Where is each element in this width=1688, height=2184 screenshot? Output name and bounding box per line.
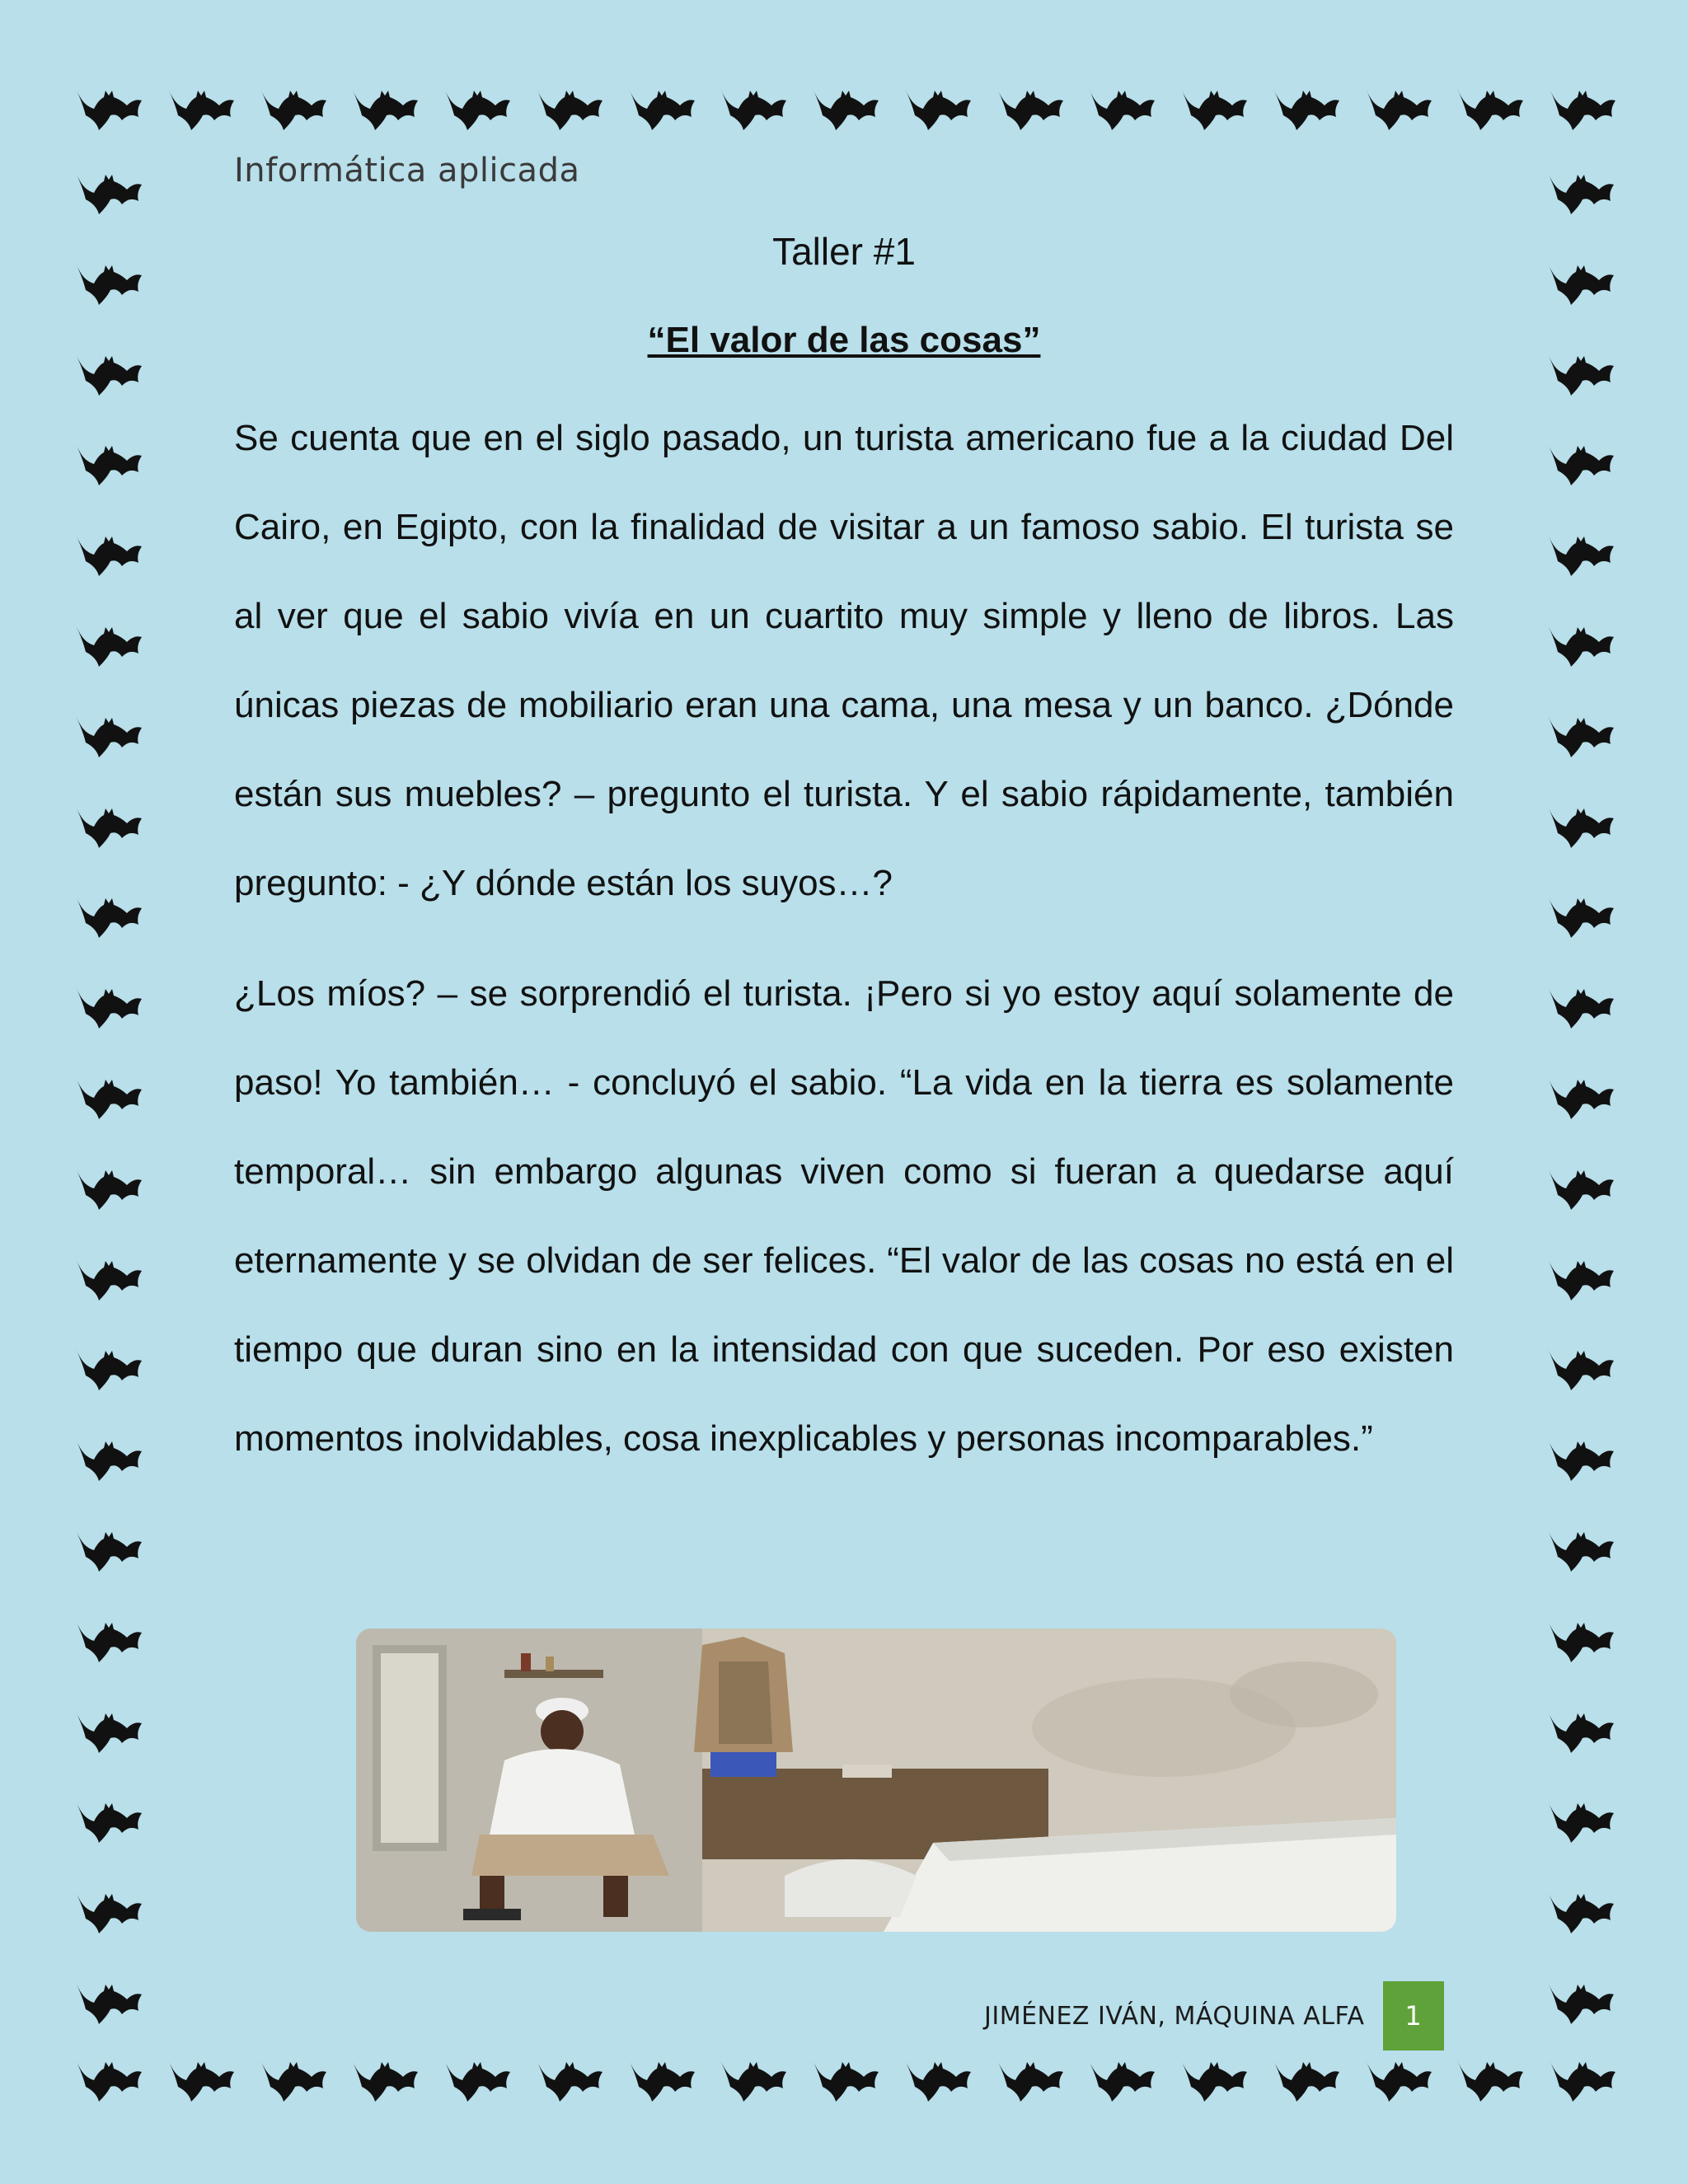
bat-icon xyxy=(622,81,698,134)
bat-icon xyxy=(69,799,145,851)
story-title: “El valor de las cosas” xyxy=(647,320,1041,360)
course-header: Informática aplicada xyxy=(234,152,580,190)
bat-icon xyxy=(1175,2052,1250,2105)
bat-icon xyxy=(69,708,145,761)
page-footer xyxy=(984,1981,1444,2050)
bat-icon xyxy=(1541,1613,1617,1666)
bat-icon xyxy=(69,165,145,218)
bat-icon xyxy=(898,81,974,134)
bat-icon xyxy=(69,527,145,579)
bat-icon xyxy=(162,81,237,134)
bat-icon xyxy=(1541,708,1617,761)
bat-icon xyxy=(1541,1884,1617,1937)
bat-icon xyxy=(438,2052,513,2105)
document-page xyxy=(234,140,1454,1483)
bat-icon xyxy=(1541,1704,1617,1756)
bat-icon xyxy=(69,1341,145,1394)
workshop-title: Taller #1 xyxy=(772,230,916,273)
bat-icon xyxy=(69,1704,145,1756)
bat-icon xyxy=(1541,436,1617,489)
bat-icon xyxy=(1541,1793,1617,1846)
bat-icon xyxy=(1541,1522,1617,1575)
bat-icon xyxy=(69,888,145,941)
bat-icon xyxy=(530,2052,606,2105)
bat-icon xyxy=(254,81,330,134)
bat-icon xyxy=(69,1251,145,1304)
bat-icon xyxy=(991,2052,1067,2105)
bat-icon xyxy=(69,346,145,399)
bat-icon xyxy=(69,2052,145,2105)
bat-icon xyxy=(1451,81,1526,134)
bat-icon xyxy=(806,81,882,134)
bat-icon xyxy=(1541,165,1617,218)
bat-icon xyxy=(69,1070,145,1122)
bat-icon xyxy=(1175,81,1250,134)
bat-icon xyxy=(1541,1160,1617,1213)
bat-icon xyxy=(69,436,145,489)
bat-icon xyxy=(69,979,145,1032)
bat-border-right xyxy=(1541,165,1617,2027)
bat-icon xyxy=(1541,799,1617,851)
bat-icon xyxy=(806,2052,882,2105)
page-number-badge: 1 xyxy=(1383,1981,1444,2050)
bat-icon xyxy=(1541,979,1617,1032)
bat-icon xyxy=(69,1975,145,2027)
bat-icon xyxy=(69,81,145,134)
story-paragraph-2: ¿Los míos? – se sorprendió el turista. ¡Pero si yo estoy aquí solamente de paso! Yo también… - concluyó el sabio. “La vida en la tierra es solamente temporal… sin embargo algunas viven como si fueran a quedarse aquí eternamente y se olvidan de ser felices. “El valor de las cosas no está en el tiempo que duran sino en la intensidad con que suceden. Por eso existen momentos inolvidables, cosa inexplicables y personas incomparables.” xyxy=(234,973,1454,1459)
bat-icon xyxy=(1541,1251,1617,1304)
bat-icon xyxy=(714,81,790,134)
bat-icon xyxy=(530,81,606,134)
bat-border-bottom xyxy=(69,2052,1619,2105)
bat-icon xyxy=(1267,81,1343,134)
bat-icon xyxy=(1359,2052,1435,2105)
bat-icon xyxy=(622,2052,698,2105)
bat-icon xyxy=(69,1793,145,1846)
bat-icon xyxy=(1541,888,1617,941)
bat-icon xyxy=(69,1613,145,1666)
bat-icon xyxy=(1082,81,1158,134)
bat-icon xyxy=(1541,346,1617,399)
bat-icon xyxy=(1359,81,1435,134)
bat-icon xyxy=(1541,1341,1617,1394)
bat-icon xyxy=(69,255,145,308)
bat-icon xyxy=(69,1522,145,1575)
bat-icon xyxy=(991,81,1067,134)
bat-icon xyxy=(162,2052,237,2105)
bat-icon xyxy=(69,1884,145,1937)
bat-icon xyxy=(1541,1432,1617,1484)
bat-icon xyxy=(69,1432,145,1484)
bat-icon xyxy=(1541,617,1617,670)
bat-icon xyxy=(1541,255,1617,308)
sage-room-photo xyxy=(356,1629,1396,1932)
bat-icon xyxy=(1543,81,1619,134)
bat-icon xyxy=(1451,2052,1526,2105)
bat-icon xyxy=(1541,527,1617,579)
bat-icon xyxy=(254,2052,330,2105)
bat-icon xyxy=(898,2052,974,2105)
story-paragraph-1: Se cuenta que en el siglo pasado, un turista americano fue a la ciudad Del Cairo, en Egipto, con la finalidad de visitar a un famoso sabio. El turista se al ver que el sabio vivía en un cuartito muy simple y lleno de libros. Las únicas piezas de mobiliario eran una cama, una mesa y un banco. ¿Dónde están sus muebles? – pregunto el turista. Y el sabio rápidamente, también pregunto: - ¿Y dónde están los suyos…? xyxy=(234,418,1454,903)
bat-icon xyxy=(345,2052,421,2105)
bat-icon xyxy=(1543,2052,1619,2105)
bat-icon xyxy=(1541,1975,1617,2027)
footer-authors: JIMÉNEZ IVÁN, MÁQUINA ALFA xyxy=(984,2001,1365,2031)
bat-icon xyxy=(69,617,145,670)
bat-icon xyxy=(69,1160,145,1213)
bat-icon xyxy=(1267,2052,1343,2105)
bat-border-left xyxy=(69,165,145,2027)
bat-icon xyxy=(714,2052,790,2105)
bat-icon xyxy=(438,81,513,134)
bat-border-top xyxy=(69,81,1619,134)
bat-icon xyxy=(1541,1070,1617,1122)
bat-icon xyxy=(1082,2052,1158,2105)
bat-icon xyxy=(345,81,421,134)
